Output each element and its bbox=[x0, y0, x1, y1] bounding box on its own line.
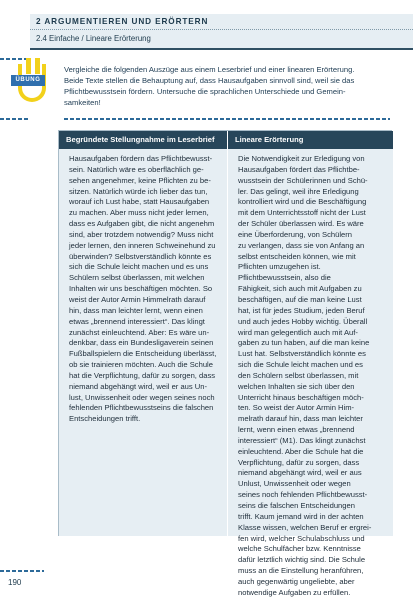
letter-line: ob sie trainieren möchten. Auch die Schule bbox=[69, 360, 213, 370]
letter-text-column bbox=[59, 149, 227, 536]
letter-line: Hausaufgaben fördern das Pflichtbewusst- bbox=[69, 154, 213, 163]
instruction-line: Vergleiche die folgenden Auszüge aus einem Leserbrief und einer linearen Erörterung. bbox=[64, 65, 355, 74]
essay-line: trifft. Kaum jemand wird in der achten bbox=[238, 511, 364, 521]
essay-line: Fähigkeit, sich auch mit Aufgaben zu bbox=[238, 284, 362, 294]
letter-line: sehen angenehmer, keine Pflichten zu be- bbox=[69, 175, 211, 185]
letter-line: lust, Unwissenheit oder wegen seines noch bbox=[69, 392, 215, 402]
letter-line: weist der Autor Armin Himmelrath darauf bbox=[69, 294, 206, 304]
letter-line: niemand abgehängt wird, weil er aus Un- bbox=[69, 381, 208, 391]
letter-line: Fußballspielern die Entscheidung überlässt, bbox=[69, 349, 217, 359]
letter-line: denkbar, dass ein Bundesligaverein seinen bbox=[69, 338, 214, 348]
essay-line: Unterricht hinaus beschäftigen möch- bbox=[238, 392, 364, 402]
essay-line: wusstsein der Schülerinnen und Schü- bbox=[238, 175, 368, 185]
letter-line: dass es Aufgaben gibt, die nicht angenehm bbox=[69, 219, 215, 229]
essay-line: muss an die Einstellung heranführen, bbox=[238, 566, 364, 576]
essay-line: zu verlangen, dass sie von Anfang an bbox=[238, 240, 365, 250]
letter-line: fehlenden Pflichtbewusstseins die falschen bbox=[69, 403, 214, 413]
chapter-header-top bbox=[30, 14, 413, 30]
letter-line: hin, dass man leichter lernt, wenn einen bbox=[69, 305, 203, 315]
essay-line: ler. Das gelingt, weil ihre Erledigung bbox=[238, 186, 359, 196]
letter-line: etwas „brennend interessiert“. Das klingt bbox=[69, 316, 205, 326]
essay-line: und auch jedes Hobby wichtig. Überall bbox=[238, 316, 368, 326]
essay-line: mit dem Unterrichtsstoff nicht der Lust bbox=[238, 208, 366, 218]
letter-line: Entscheidungen trifft. bbox=[69, 414, 141, 424]
letter-line: sitzen. Natürlich würde ich lieber das tun, bbox=[69, 186, 208, 196]
essay-line: melrath darauf hin, dass man leichter bbox=[238, 414, 363, 424]
letter-line: jeder lernen, den inneren Schweinehund zu bbox=[69, 240, 216, 250]
instruction-line: Pflichtbewusstsein fördern. Untersuche die sprachlichen Unterschiede und Gemein- bbox=[64, 87, 346, 96]
essay-line: Lust hat. Selbstverständlich könnte es bbox=[238, 349, 366, 359]
footer-dashes bbox=[0, 570, 44, 572]
essay-text-column bbox=[227, 149, 393, 597]
column-header-letter: Begründete Stellungnahme im Leserbrief bbox=[59, 131, 227, 149]
essay-line: den Schülern selbst überlassen, mit bbox=[238, 370, 359, 380]
essay-line: kontrolliert wird und die Beschäftigung bbox=[238, 197, 367, 207]
exercise-badge: ÜBUNG bbox=[11, 75, 45, 86]
essay-line: Hausaufgaben fördert das Pflichtbe- bbox=[238, 164, 360, 174]
essay-line: einleuchtend. Aber die Schule hat die bbox=[238, 446, 364, 456]
essay-line: beschäftigen, auf die man keine Lust bbox=[238, 294, 362, 304]
essay-line: Klasse wissen, welchen Beruf er ergrei- bbox=[238, 522, 372, 532]
letter-line: hat die Verpflichtung, dafür zu sorgen, dass bbox=[69, 370, 216, 380]
essay-line: Pflichten umzugehen ist. bbox=[238, 262, 321, 272]
letter-line: überwinden? Selbstverständlich könnte es bbox=[69, 251, 212, 261]
margin-dashes-mid bbox=[0, 118, 30, 120]
essay-line: seins die falschen Entscheidungen bbox=[238, 501, 355, 510]
chapter-header bbox=[30, 14, 413, 48]
essay-line: welchen Inhalten sie sich über den bbox=[238, 381, 355, 391]
essay-line: selbst entscheiden können, wie mit bbox=[238, 251, 356, 261]
instruction-line: samkeiten! bbox=[64, 98, 101, 107]
letter-line: zunächst einleuchtend. Aber: Es wäre un- bbox=[69, 327, 210, 337]
essay-line: welche Schulfächer bzw. Kenntnisse bbox=[238, 544, 361, 554]
essay-line: seines noch fehlenden Pflichtbewusst- bbox=[238, 490, 368, 500]
essay-line: Unlust, Unwissenheit oder wegen bbox=[238, 479, 351, 489]
essay-line: hat, ist für jedes Studium, jeden Beruf bbox=[238, 305, 365, 315]
trophy-icon bbox=[10, 58, 50, 110]
essay-line: ten. So weist der Autor Armin Him- bbox=[238, 403, 355, 413]
letter-line: sind, aber trotzdem notwendig? Muss nicht bbox=[69, 229, 214, 239]
instruction-line: Beide Texte stellen die Behauptung auf, dass Hausaufgaben sinnvoll sind, weil sie das bbox=[64, 76, 355, 85]
letter-line: zu machen. Aber muss nicht jeder lernen, bbox=[69, 208, 209, 218]
essay-line: interessiert“ (M1). Das klingt zunächst bbox=[238, 435, 366, 445]
section-title: 2.4 Einfache / Lineare Erörterung bbox=[36, 34, 151, 43]
letter-line: Inhalten wir uns beschäftigen möchten. So bbox=[69, 284, 213, 294]
essay-line: eine Überforderung, von Schülern bbox=[238, 229, 352, 239]
letter-line: sich die Schule leicht machen und es uns bbox=[69, 262, 209, 272]
letter-line: Schülern selbst überlassen, mit welchen bbox=[69, 273, 205, 283]
instruction-rule bbox=[64, 118, 390, 120]
essay-line: notwendige Aufgaben zu erfüllen. bbox=[238, 587, 351, 597]
letter-line: worauf ich Lust habe, statt Hausaufgaben bbox=[69, 197, 210, 207]
essay-line: gaben zu tun haben, auf die man keine bbox=[238, 338, 370, 348]
column-header-essay: Lineare Erörterung bbox=[227, 131, 393, 149]
letter-line: sein. Natürlich wäre es oberflächlich ge- bbox=[69, 164, 204, 174]
essay-line: lernt, wenn einen etwas „brennend bbox=[238, 425, 355, 435]
page-number: 190 bbox=[8, 578, 22, 587]
essay-line: der Schüler überlassen wird. Es wäre bbox=[238, 219, 364, 229]
essay-line: wird man gelegentlich auch mit Auf- bbox=[238, 327, 358, 337]
header-rule bbox=[30, 48, 413, 50]
exercise-instruction bbox=[64, 64, 404, 108]
chapter-title: 2 ARGUMENTIEREN UND ERÖRTERN bbox=[36, 17, 209, 26]
essay-line: dafür letztlich wichtig sind. Die Schule bbox=[238, 555, 366, 565]
essay-line: Die Notwendigkeit zur Erledigung von bbox=[238, 154, 365, 163]
essay-line: Pflichtbewusstsein, also die bbox=[238, 273, 331, 283]
essay-line: sich die Schule leicht machen und es bbox=[238, 360, 363, 370]
essay-line: niemand abgehängt wird, weil er aus bbox=[238, 468, 362, 478]
essay-line: fen wird, welcher Schulabschluss und bbox=[238, 533, 365, 543]
comparison-table bbox=[58, 130, 392, 597]
essay-line: auch gegenwärtig ungeliebte, aber bbox=[238, 576, 355, 586]
essay-line: Verpflichtung, dafür zu sorgen, dass bbox=[238, 457, 360, 467]
